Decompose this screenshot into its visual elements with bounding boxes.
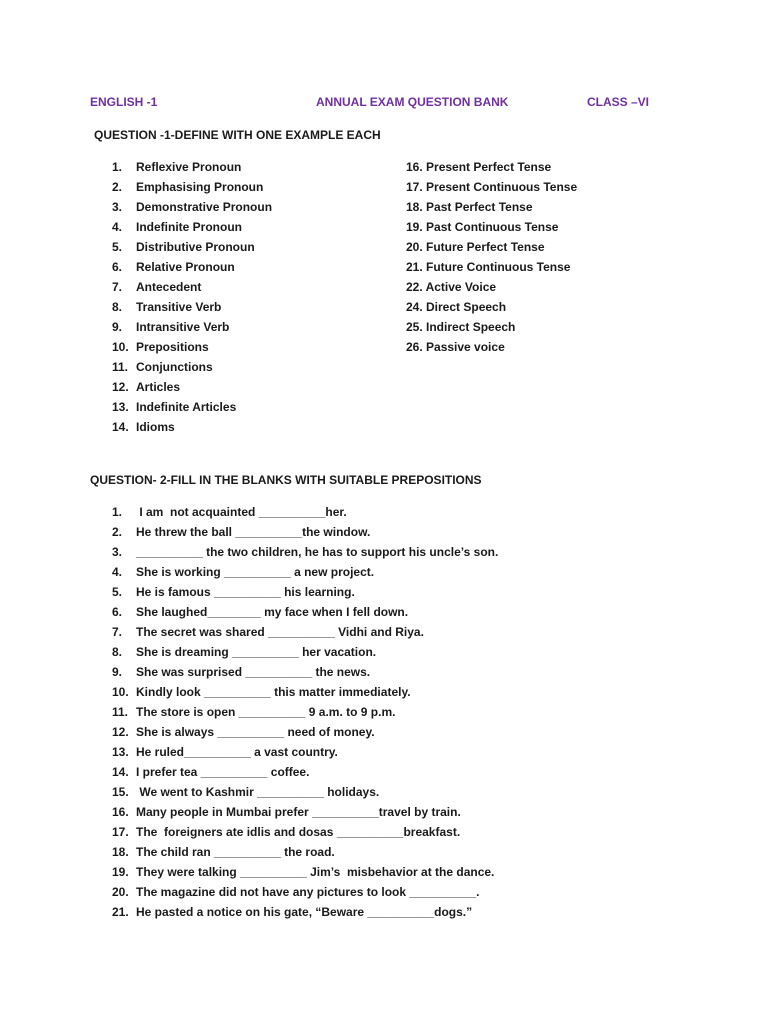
item-text: Demonstrative Pronoun xyxy=(136,200,273,214)
question-1-heading: QUESTION -1-DEFINE WITH ONE EXAMPLE EACH xyxy=(94,128,381,142)
item-text: She is working __________ a new project. xyxy=(136,565,375,579)
list-item xyxy=(112,377,272,397)
list-item xyxy=(112,317,272,337)
list-item: 18. Past Perfect Tense xyxy=(406,200,533,214)
list-item: 26. Passive voice xyxy=(406,340,505,354)
list-item: 19. Past Continuous Tense xyxy=(406,220,559,234)
list-item xyxy=(112,742,498,762)
item-number: 3. xyxy=(112,545,123,559)
list-item: 22. Active Voice xyxy=(406,280,497,294)
item-number: 16. xyxy=(112,805,129,819)
item-text: __________ the two children, he has to support his uncle’s son. xyxy=(136,545,499,559)
list-item xyxy=(112,177,272,197)
question-1-list-left xyxy=(112,157,272,437)
item-text: We went to Kashmir __________ holidays. xyxy=(136,785,380,799)
item-text: The child ran __________ the road. xyxy=(136,845,335,859)
item-text: Prepositions xyxy=(136,340,209,354)
list-item xyxy=(112,337,272,357)
item-number: 13. xyxy=(112,745,129,759)
question-2-list xyxy=(112,502,498,922)
list-item xyxy=(112,862,498,882)
list-item xyxy=(112,842,498,862)
list-item xyxy=(112,762,498,782)
item-number: 2. xyxy=(112,180,123,194)
item-number: 9. xyxy=(112,665,123,679)
list-item xyxy=(112,642,498,662)
list-item: 21. Future Continuous Tense xyxy=(406,260,571,274)
subject-heading: ENGLISH -1 xyxy=(90,95,158,109)
item-number: 15. xyxy=(112,785,129,799)
item-number: 11. xyxy=(112,360,129,374)
item-number: 6. xyxy=(112,605,123,619)
list-item xyxy=(112,722,498,742)
item-text: Conjunctions xyxy=(136,360,213,374)
item-text: Transitive Verb xyxy=(136,300,222,314)
list-item xyxy=(112,802,498,822)
item-number: 8. xyxy=(112,645,123,659)
list-item xyxy=(112,217,272,237)
item-number: 6. xyxy=(112,260,123,274)
item-number: 5. xyxy=(112,585,123,599)
item-number: 12. xyxy=(112,725,129,739)
item-number: 7. xyxy=(112,625,123,639)
list-item xyxy=(112,297,272,317)
item-number: 18. xyxy=(112,845,129,859)
document-title: ANNUAL EXAM QUESTION BANK xyxy=(316,95,509,109)
item-text: The magazine did not have any pictures to look __________. xyxy=(136,885,480,899)
item-text: The foreigners ate idlis and dosas __________breakfast. xyxy=(136,825,461,839)
list-item: 16. Present Perfect Tense xyxy=(406,160,552,174)
item-number: 10. xyxy=(112,340,129,354)
item-text: The store is open __________ 9 a.m. to 9 p.m. xyxy=(136,705,396,719)
item-number: 14. xyxy=(112,765,129,779)
item-text: She laughed________ my face when I fell down. xyxy=(136,605,409,619)
item-number: 8. xyxy=(112,300,123,314)
item-number: 19. xyxy=(112,865,129,879)
list-item xyxy=(112,257,272,277)
item-text: He is famous __________ his learning. xyxy=(136,585,355,599)
item-text: Relative Pronoun xyxy=(136,260,235,274)
item-text: Intransitive Verb xyxy=(136,320,230,334)
item-text: She is dreaming __________ her vacation. xyxy=(136,645,377,659)
item-text: He pasted a notice on his gate, “Beware __________dogs.” xyxy=(136,905,473,919)
list-item xyxy=(112,902,498,922)
item-text: Emphasising Pronoun xyxy=(136,180,264,194)
list-item xyxy=(112,197,272,217)
item-text: Idioms xyxy=(136,420,175,434)
list-item: 20. Future Perfect Tense xyxy=(406,240,545,254)
item-text: Indefinite Articles xyxy=(136,400,237,414)
list-item: 25. Indirect Speech xyxy=(406,320,516,334)
item-number: 2. xyxy=(112,525,123,539)
item-text: The secret was shared __________ Vidhi and Riya. xyxy=(136,625,424,639)
item-text: Distributive Pronoun xyxy=(136,240,255,254)
list-item: 24. Direct Speech xyxy=(406,300,507,314)
item-number: 17. xyxy=(112,825,129,839)
list-item xyxy=(112,562,498,582)
item-number: 14. xyxy=(112,420,129,434)
list-item xyxy=(112,662,498,682)
item-text: I am not acquainted __________her. xyxy=(136,505,347,519)
list-item xyxy=(112,522,498,542)
item-text: He ruled__________ a vast country. xyxy=(136,745,338,759)
list-item xyxy=(112,622,498,642)
list-item xyxy=(112,602,498,622)
question-1-list-right xyxy=(406,157,577,357)
item-number: 1. xyxy=(112,160,123,174)
item-number: 7. xyxy=(112,280,123,294)
item-number: 12. xyxy=(112,380,129,394)
item-text: She is always __________ need of money. xyxy=(136,725,375,739)
list-item xyxy=(112,542,498,562)
list-item xyxy=(112,357,272,377)
item-text: I prefer tea __________ coffee. xyxy=(136,765,310,779)
list-item xyxy=(112,582,498,602)
item-number: 21. xyxy=(112,905,129,919)
item-number: 9. xyxy=(112,320,123,334)
list-item xyxy=(112,822,498,842)
list-item xyxy=(112,682,498,702)
list-item: 17. Present Continuous Tense xyxy=(406,180,578,194)
item-text: Kindly look __________ this matter immediately. xyxy=(136,685,411,699)
item-text: He threw the ball __________the window. xyxy=(136,525,371,539)
item-number: 20. xyxy=(112,885,129,899)
item-number: 10. xyxy=(112,685,129,699)
item-number: 1. xyxy=(112,505,123,519)
list-item xyxy=(112,397,272,417)
item-text: They were talking __________ Jim’s misbehavior at the dance. xyxy=(136,865,495,879)
list-item xyxy=(112,702,498,722)
list-item xyxy=(112,417,272,437)
list-item xyxy=(112,782,498,802)
list-item xyxy=(112,277,272,297)
list-item xyxy=(112,237,272,257)
item-text: Antecedent xyxy=(136,280,202,294)
list-item xyxy=(112,502,498,522)
item-number: 11. xyxy=(112,705,129,719)
item-text: Indefinite Pronoun xyxy=(136,220,242,234)
item-text: Reflexive Pronoun xyxy=(136,160,242,174)
item-text: She was surprised __________ the news. xyxy=(136,665,371,679)
list-item xyxy=(112,882,498,902)
item-number: 3. xyxy=(112,200,123,214)
class-heading: CLASS –VI xyxy=(587,95,650,109)
item-number: 4. xyxy=(112,565,123,579)
item-text: Many people in Mumbai prefer __________travel by train. xyxy=(136,805,461,819)
question-2-heading: QUESTION- 2-FILL IN THE BLANKS WITH SUITABLE PREPOSITIONS xyxy=(90,473,482,487)
item-number: 13. xyxy=(112,400,129,414)
item-number: 5. xyxy=(112,240,123,254)
list-item xyxy=(112,157,272,177)
item-text: Articles xyxy=(136,380,181,394)
item-number: 4. xyxy=(112,220,123,234)
